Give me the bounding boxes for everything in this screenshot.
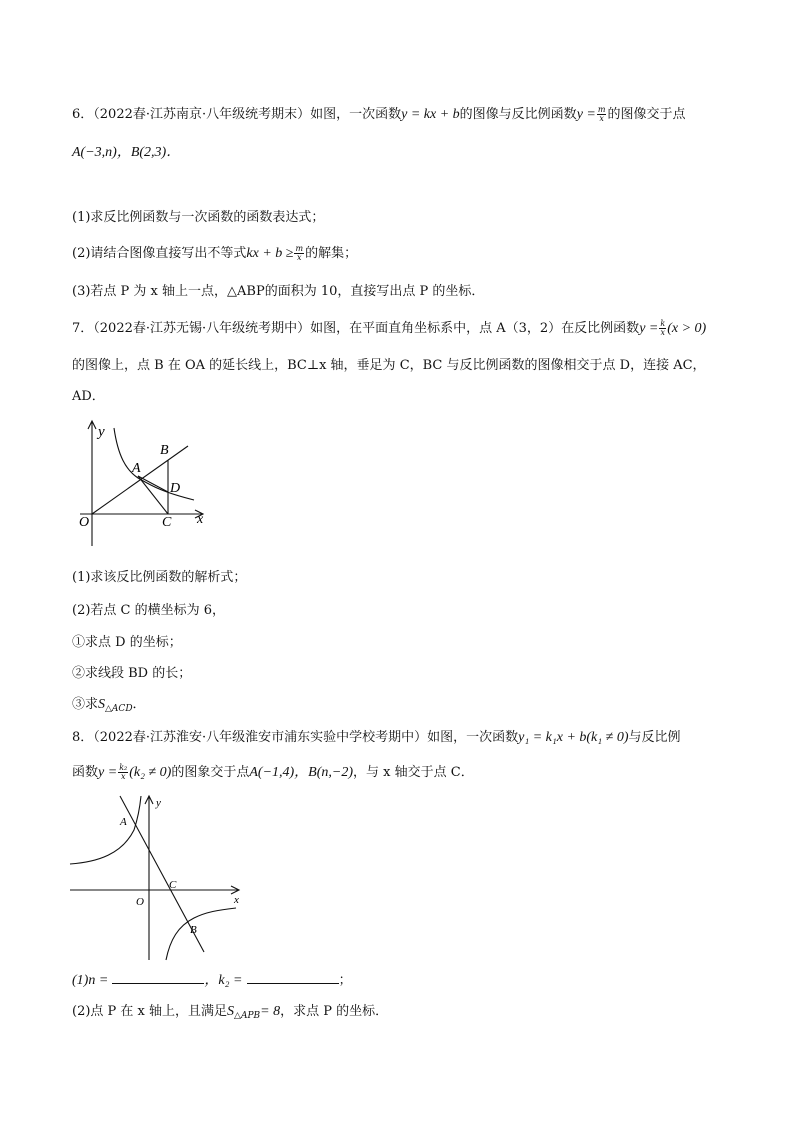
q7-label-d: D [170, 481, 181, 496]
q8-part1 [72, 971, 352, 990]
q7-figure [72, 416, 212, 550]
q7-label-c: C [162, 515, 172, 530]
q7-segment-ad [138, 476, 168, 492]
q7-sub1: ①求点 D 的坐标； [72, 635, 182, 650]
q6-part2-frac-den: x [297, 253, 302, 262]
q6-frac-den: x [599, 114, 604, 123]
q7-label-o: O [79, 515, 90, 530]
q7-sub3-end: ． [132, 697, 146, 712]
q6-inverse-lhs: y = [576, 107, 596, 122]
q8-frac-den: x [120, 772, 126, 781]
q7-frac-den: x [660, 328, 666, 337]
q6-part2-text-b: 的解集； [305, 246, 358, 261]
q7-part1: (1)求该反比例函数的解析式； [72, 570, 247, 585]
q6-part2 [72, 245, 357, 263]
q7-line1 [72, 320, 706, 338]
q7-eq-lhs: y = [639, 321, 659, 336]
q7-area-subscript: △ACD [105, 704, 133, 714]
q8-hyperbola-lower [166, 908, 236, 960]
q8-line1 [72, 729, 681, 747]
q8-linear-equation: y₁ = k₁x + b(k₁ ≠ 0) [518, 730, 629, 745]
q8-label-b: B [190, 924, 197, 936]
q8-label-o: O [136, 896, 144, 908]
q7-label-x: x [197, 512, 204, 527]
q7-sub2: ②求线段 BD 的长； [72, 666, 192, 681]
q6-part2-text: (2)请结合图像直接写出不等式 [72, 246, 247, 261]
q7-sub3 [72, 696, 146, 718]
q8-area-subscript: △APB [234, 1011, 261, 1021]
q6-part2-fraction [294, 245, 304, 262]
q6-linear-equation: y = kx + b [401, 107, 460, 122]
q8-text: 8．（2022春·江苏淮安·八年级淮安市浦东实验中学校考期中）如图，一次函数 [72, 730, 519, 745]
q7-eq-condition: (x > 0) [667, 321, 707, 336]
q6-points: A(−3,n)，B(2,3)． [72, 145, 181, 160]
q7-line2: 的图像上，点 B 在 OA 的延长线上，BC⊥x 轴，垂足为 C，BC 与反比例函数的图像相交于点 D，连接 AC， [72, 358, 706, 373]
q7-sub3-text: ③求 [72, 697, 99, 712]
q6-part3: (3)若点 P 为 x 轴上一点，△ABP的面积为 10，直接写出点 P 的坐标． [72, 284, 485, 299]
q8-part2-text: (2)点 P 在 x 轴上，且满足 [72, 1004, 228, 1019]
q6-text: 6．（2022春·江苏南京·八年级统考期末）如图，一次函数 [72, 107, 402, 122]
q6-frac-num: m [597, 105, 606, 114]
q6-inequality: kx + b ≥ [246, 246, 294, 261]
q8-answer-blank-k2[interactable] [247, 971, 339, 984]
q7-frac-num: k [660, 319, 666, 328]
q8-label-y: y [156, 797, 161, 809]
q8-line2-text-c: ，与 x 轴交于点 C． [353, 765, 474, 780]
q7-segment-ac [138, 476, 168, 514]
q8-label-x: x [234, 894, 239, 906]
q7-line-ob [92, 446, 188, 514]
q6-part1: (1)求反比例函数与一次函数的函数表达式； [72, 210, 325, 225]
q6-text-b: 的图像与反比例函数 [459, 107, 577, 122]
q6-line1 [72, 106, 685, 124]
q8-line2-text: 函数 [72, 765, 99, 780]
q8-label-a: A [120, 816, 127, 828]
q7-text: 7．（2022春·江苏无锡·八年级统考期中）如图，在平面直角坐标系中，点 A（3，2）在反比例函数 [72, 321, 640, 336]
q7-part2: (2)若点 C 的横坐标为 6， [72, 603, 226, 618]
q7-line3: AD． [72, 389, 105, 404]
q8-fraction [118, 764, 128, 781]
q8-figure [68, 792, 248, 964]
q8-line2-text-b: 的图象交于点 [171, 765, 250, 780]
q6-text-c: 的图像交于点 [607, 107, 686, 122]
q8-frac-num: k₂ [119, 763, 128, 772]
q8-text-b: 与反比例 [628, 730, 681, 745]
q8-part2-text-b: ，求点 P 的坐标． [280, 1004, 389, 1019]
q8-eq-condition: (k₂ ≠ 0) [129, 765, 172, 780]
q7-area-symbol: S [98, 697, 106, 712]
q8-eq-lhs: y = [98, 765, 118, 780]
q8-answer-blank-n[interactable] [112, 971, 204, 984]
q8-hyperbola-upper [70, 796, 141, 864]
q8-part1-end: ； [338, 973, 352, 988]
q7-hyperbola [114, 428, 194, 500]
q8-line2 [72, 764, 474, 782]
q6-fraction [597, 106, 607, 123]
q6-part2-frac-num: m [295, 244, 304, 253]
q7-label-y: y [98, 424, 105, 440]
q7-label-b: B [160, 443, 169, 458]
q8-points: A(−1,4)，B(n,−2) [249, 765, 354, 780]
q7-fraction [659, 320, 666, 337]
q8-part1-k2: ，k₂ = [204, 973, 243, 988]
q8-part1-n: (1)n = [72, 973, 109, 988]
q7-label-a: A [132, 461, 141, 476]
q8-area-value: = 8 [260, 1004, 281, 1019]
q8-part2 [72, 1003, 388, 1025]
q8-label-c: C [169, 879, 177, 891]
q8-area-symbol: S [227, 1004, 235, 1019]
